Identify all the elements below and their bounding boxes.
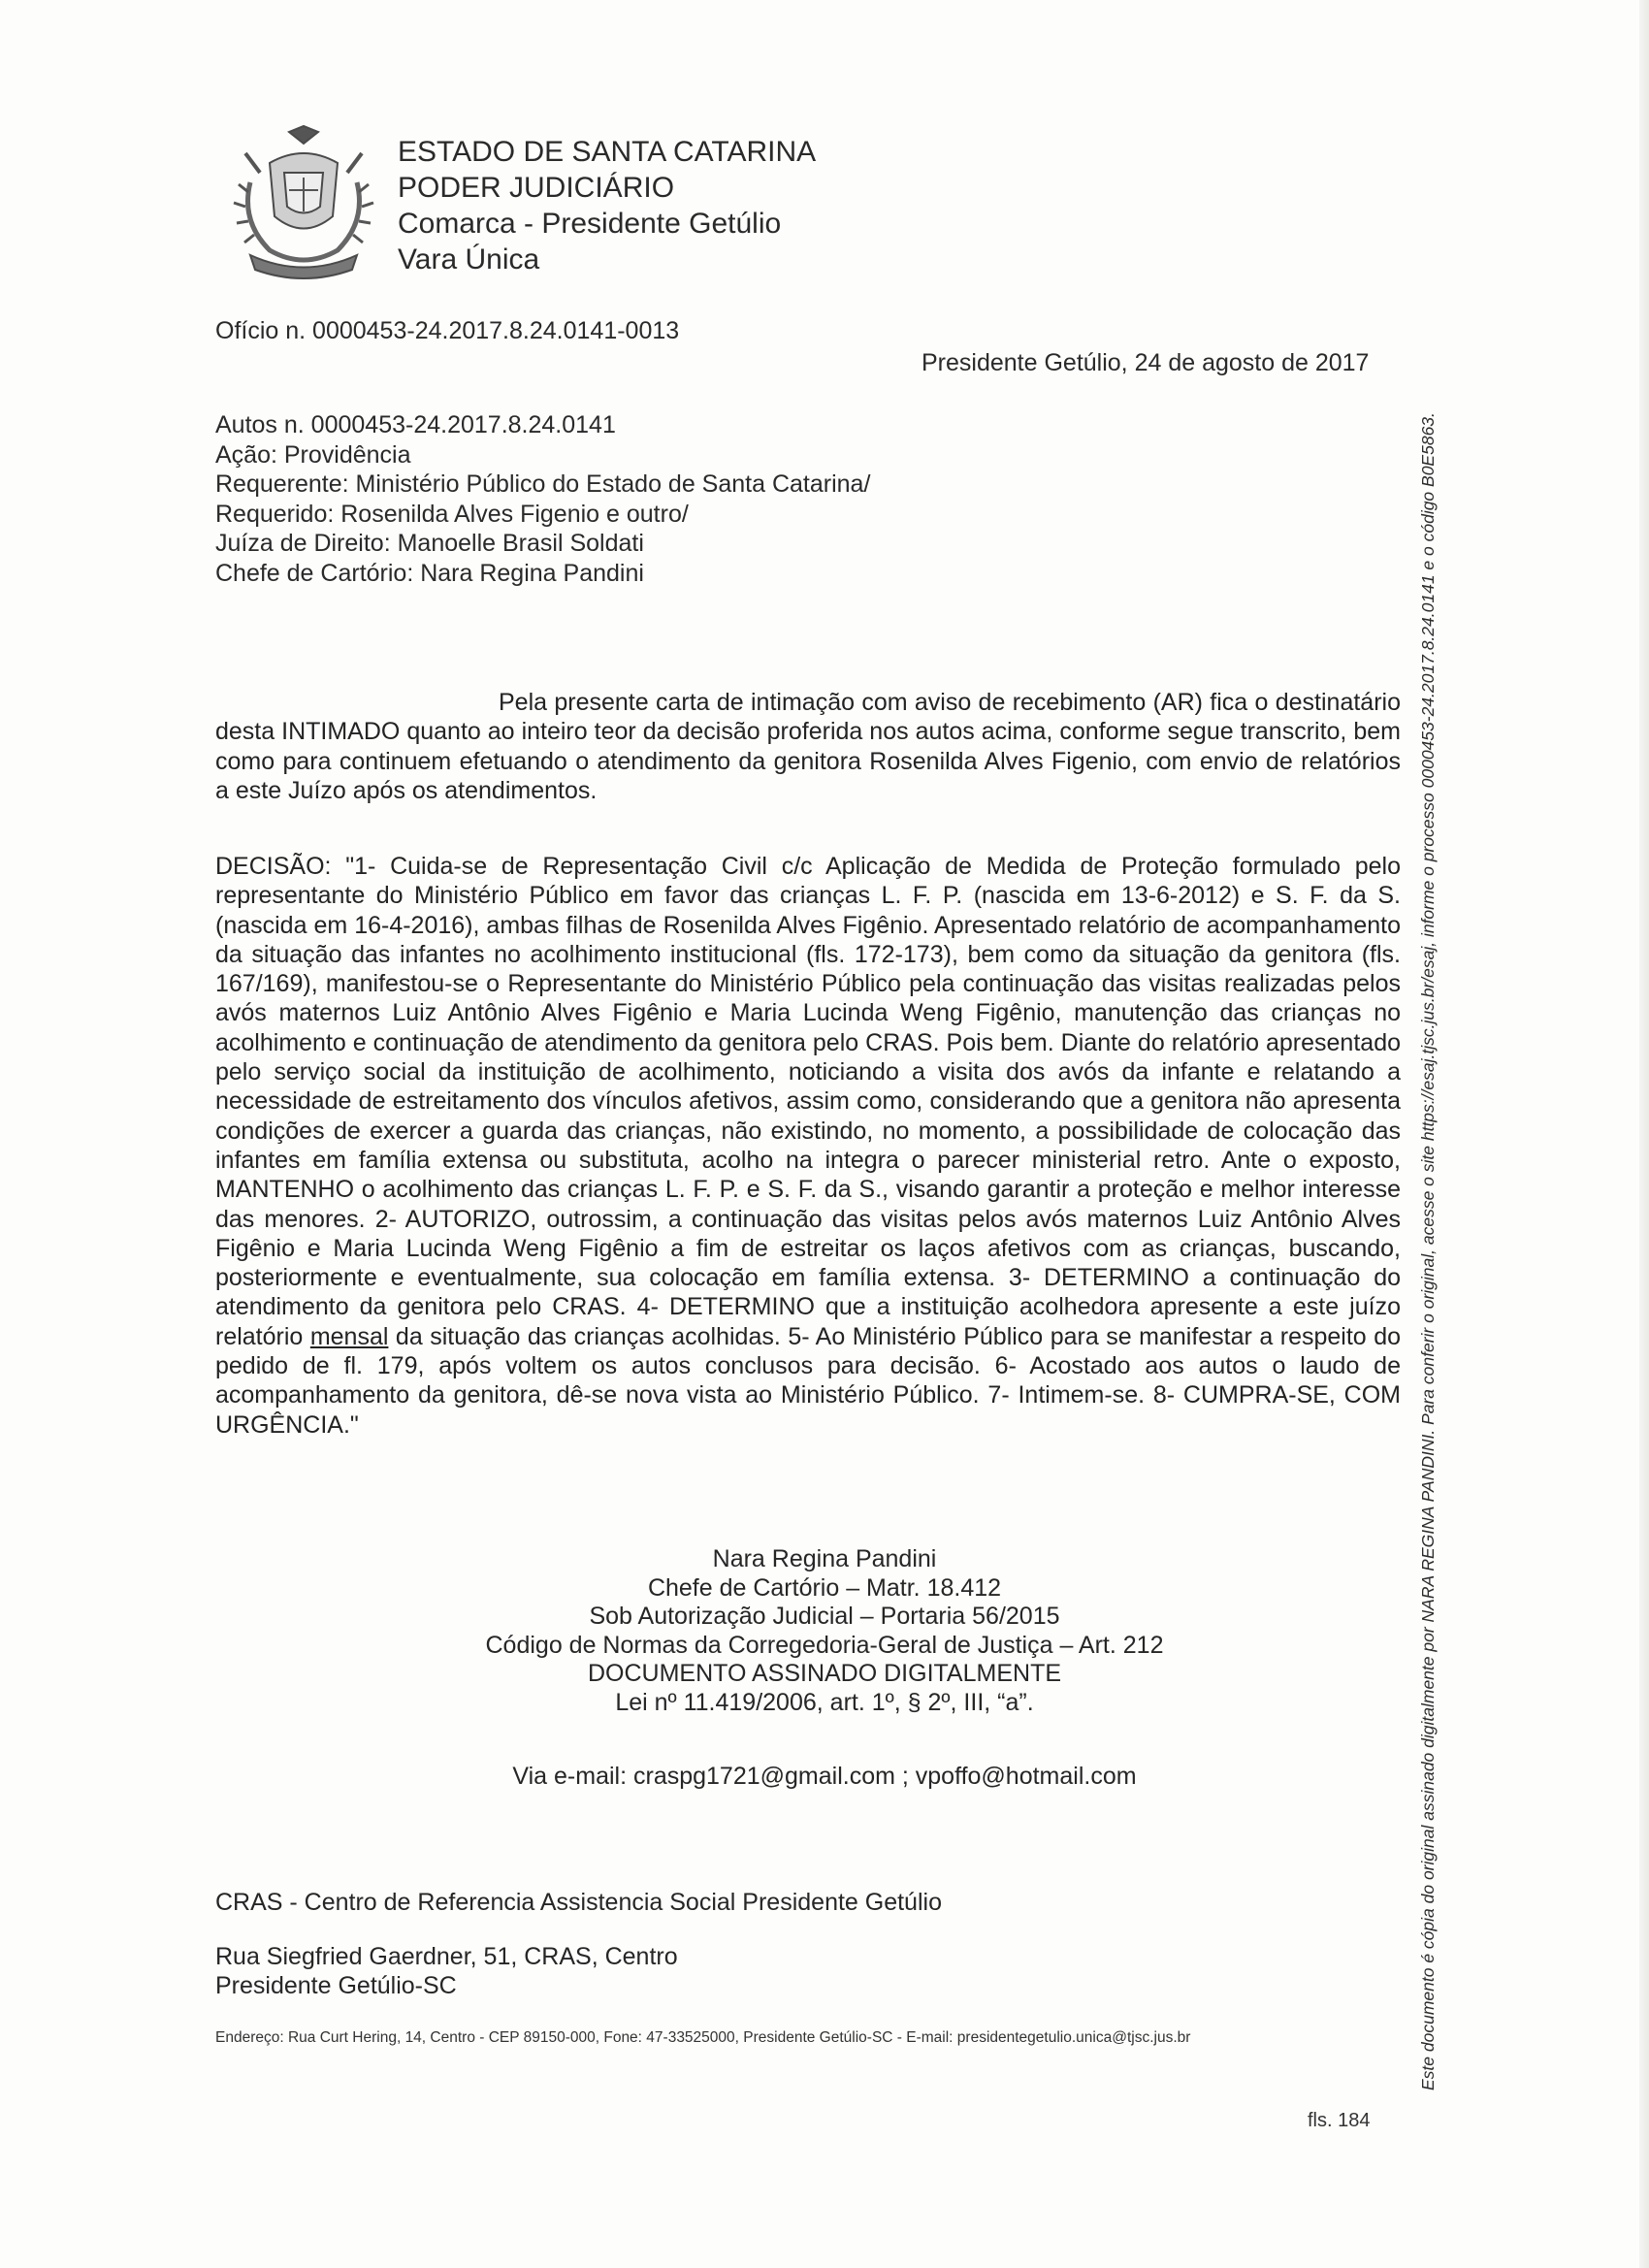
header-state: ESTADO DE SANTA CATARINA xyxy=(398,136,817,168)
oficio-number: Ofício n. 0000453-24.2017.8.24.0141-0013 xyxy=(215,317,680,344)
page-number: fls. 184 xyxy=(1308,2110,1371,2131)
court-header xyxy=(398,134,816,277)
address-city: Presidente Getúlio-SC xyxy=(215,1972,457,1999)
address-street: Rua Siegfried Gaerdner, 51, CRAS, Centro xyxy=(215,1943,678,1970)
email-line: Via e-mail: craspg1721@gmail.com ; vpoffo@hotmail.com xyxy=(512,1763,1137,1790)
decision-paragraph xyxy=(215,852,1401,1440)
header-power: PODER JUDICIÁRIO xyxy=(398,172,675,204)
header-comarca: Comarca - Presidente Getúlio xyxy=(398,208,782,240)
case-autos: Autos n. 0000453-24.2017.8.24.0141 xyxy=(215,411,616,438)
signer-code: Código de Normas da Corregedoria-Geral de Justiça – Art. 212 xyxy=(485,1631,1164,1659)
signer-authorization: Sob Autorização Judicial – Portaria 56/2015 xyxy=(589,1603,1060,1630)
intro-paragraph: Pela presente carta de intimação com aviso de recebimento (AR) fica o destinatário desta INTIMADO quanto ao inteiro teor da decisão proferida nos autos acima, conforme segue transcrito, bem como para continuem efetuando o atendimento da genitora Rosenilda Alves Figenio, com envio de relatórios a este Juízo após os atendimentos. xyxy=(215,689,1401,804)
case-requerido: Requerido: Rosenilda Alves Figenio e outro/ xyxy=(215,500,689,528)
verification-side-note: Este documento é cópia do original assinado digitalmente por NARA REGINA PANDINI. Para conferir o original, acesse o site https://esaj.tjsc.jus.br/esaj, informe o processo 0000453-24.2017.8.24.0141 e o código B0E5863. xyxy=(1418,412,1438,2090)
scan-edge xyxy=(1639,0,1649,2268)
signer-role: Chefe de Cartório – Matr. 18.412 xyxy=(647,1573,1002,1602)
case-juiza: Juíza de Direito: Manoelle Brasil Soldati xyxy=(215,530,644,557)
document-date: Presidente Getúlio, 24 de agosto de 2017 xyxy=(922,349,1370,376)
recipient-name: CRAS - Centro de Referencia Assistencia Social Presidente Getúlio xyxy=(215,1889,942,1916)
recipient-address xyxy=(215,1942,678,2000)
decision-text-part2: da situação das crianças acolhidas. 5- Ao Ministério Público para se manifestar a respeito do pedido de fl. 179, após voltem os autos conclusos para decisão. 6- Acostado aos autos o laudo de acompanhamento da genitora, dê-se nova vista ao Ministério Público. 7- Intimem-se. 8- CUMPRA-SE, COM URGÊNCIA." xyxy=(215,1322,1402,1439)
signature-block xyxy=(388,1545,1261,1717)
case-acao: Ação: Providência xyxy=(215,440,411,469)
court-footer-address: Endereço: Rua Curt Hering, 14, Centro - CEP 89150-000, Fone: 47-33525000, Presidente Getúlio-SC - E-mail: presidentegetulio.unica@tjsc.jus.br xyxy=(215,2029,1191,2046)
case-details xyxy=(215,410,870,588)
decision-text-part1: DECISÃO: "1- Cuida-se de Representação Civil c/c Aplicação de Medida de Proteção formulado pelo representante do Ministério Público em favor das crianças L. F. P. (nascida em 13-6-2012) e S. F. da S. (nascida em 16-4-2016), ambas filhas de Rosenilda Alves Figênio. Apresentado relatório de acompanhamento da situação das infantes no acolhimento institucional (fls. 172-173), bem como da situação da genitora (fls. 167/169), manifestou-se o Representante do Ministério Público pela continuação das visitas realizadas pelos avós maternos Luiz Antônio Alves Figênio e Maria Lucinda Weng Figênio, manutenção das crianças no acolhimento e continuação de atendimento da genitora pelo CRAS. Pois bem. Diante do relatório apresentado pelo serviço social da instituição de acolhimento, noticiando a visita dos avós da infante e relatando a necessidade de estreitamento dos vínculos afetivos, assim como, considerando que a genitora não apresenta condições de exercer a guarda das crianças, não existindo, no momento, a possibilidade de colocação das infantes em família extensa ou substituta, acolho na integra o parecer ministerial retro. Ante o exposto, MANTENHO o acolhimento das crianças L. F. P. e S. F. da S., visando garantir a proteção e melhor interesse das menores. 2- AUTORIZO, outrossim, a continuação das visitas pelos avós maternos Luiz Antônio Alves Figênio e Maria Lucinda Weng Figênio a fim de estreitar os laços afetivos com as crianças, buscando, posteriormente e eventualmente, sua colocação em família extensa. 3- DETERMINO a continuação do atendimento da genitora pelo CRAS. 4- DETERMINO que a instituição acolhedora apresente a este juízo relatório xyxy=(215,853,1401,1350)
signer-law: Lei nº 11.419/2006, art. 1º, § 2º, III, “a”. xyxy=(615,1688,1034,1716)
case-requerente: Requerente: Ministério Público do Estado de Santa Catarina/ xyxy=(215,470,871,498)
case-chefe: Chefe de Cartório: Nara Regina Pandini xyxy=(215,559,644,587)
signed-digitally: DOCUMENTO ASSINADO DIGITALMENTE xyxy=(587,1660,1062,1687)
signer-name: Nara Regina Pandini xyxy=(712,1545,937,1572)
coat-of-arms-icon xyxy=(231,124,376,279)
decision-underlined-word: mensal xyxy=(309,1322,389,1350)
header-vara: Vara Única xyxy=(398,243,540,275)
